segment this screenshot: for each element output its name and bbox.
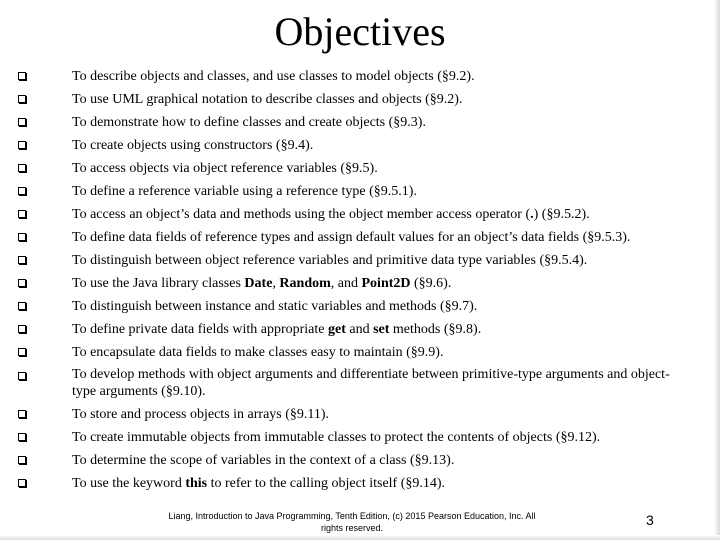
objective-item [18, 134, 690, 157]
square-bullet-icon [18, 433, 26, 441]
objective-item [18, 226, 690, 249]
objective-text-segment: To use the keyword [72, 476, 186, 491]
objective-text [72, 299, 477, 314]
objective-item [18, 426, 690, 449]
objective-text [72, 207, 590, 222]
square-bullet-icon [18, 456, 26, 464]
objective-item [18, 157, 690, 180]
objective-text-segment: To demonstrate how to define classes and create objects (§9.3). [72, 115, 426, 130]
objective-item [18, 318, 690, 341]
square-bullet-icon [18, 302, 26, 310]
objective-text [72, 367, 670, 399]
square-bullet-icon [18, 233, 26, 241]
objective-text-segment: To define private data fields with appropriate [72, 322, 328, 337]
objective-text [72, 253, 587, 268]
objective-item [18, 88, 690, 111]
objective-text-segment: (§9.6). [410, 276, 452, 291]
objective-text-segment: To define a reference variable using a reference type (§9.5.1). [72, 184, 417, 199]
square-bullet-icon [18, 210, 26, 218]
objective-text-segment: To encapsulate data fields to make classes easy to maintain (§9.9). [72, 345, 444, 360]
objective-text [72, 230, 630, 245]
square-bullet-icon [18, 372, 26, 380]
objective-text [72, 430, 600, 445]
page-number: 3 [646, 512, 654, 528]
slide-shadow-bottom [0, 535, 720, 540]
objective-text [72, 276, 451, 291]
objective-item [18, 364, 690, 403]
objective-text-segment: To distinguish between instance and static variables and methods (§9.7). [72, 299, 478, 314]
objective-text-segment: To determine the scope of variables in the context of a class (§9.13). [72, 453, 455, 468]
objectives-list [18, 65, 690, 495]
objective-item [18, 295, 690, 318]
objective-keyword: this [185, 476, 208, 491]
square-bullet-icon [18, 95, 26, 103]
objective-text [72, 345, 443, 360]
objective-text-segment: To create immutable objects from immutable classes to protect the contents of objects (§9.12). [72, 430, 601, 445]
square-bullet-icon [18, 479, 26, 487]
objective-item [18, 272, 690, 295]
objective-text-segment: , and [330, 276, 362, 291]
objective-text-segment: to refer to the calling object itself (§9.14). [207, 476, 446, 491]
objective-text [72, 322, 481, 337]
objective-item [18, 472, 690, 495]
objective-text-segment: To distinguish between object reference variables and primitive data type variables (§9.5.4). [72, 253, 588, 268]
slide-title: Objectives [274, 9, 446, 54]
square-bullet-icon [18, 256, 26, 264]
square-bullet-icon [18, 72, 26, 80]
footer-line-2: rights reserved. [320, 523, 384, 533]
slide-shadow-right [714, 0, 720, 540]
square-bullet-icon [18, 348, 26, 356]
objective-keyword: Random [279, 276, 331, 291]
objective-text-segment: To access an object’s data and methods using the object member access operator ( [72, 207, 531, 222]
objective-text [72, 407, 329, 422]
objective-text-segment: To describe objects and classes, and use classes to model objects (§9.2). [72, 69, 475, 84]
objective-keyword: . [530, 207, 534, 222]
objective-item [18, 111, 690, 134]
objective-text-segment: To use the Java library classes [72, 276, 245, 291]
objective-text-segment: ) (§9.5.2). [533, 207, 590, 222]
slide-footer [130, 510, 574, 534]
objective-text-segment: To store and process objects in arrays (§9.11). [72, 407, 330, 422]
square-bullet-icon [18, 325, 26, 333]
square-bullet-icon [18, 118, 26, 126]
objective-item [18, 341, 690, 364]
objective-text-segment: To develop methods with object arguments and differentiate between primitive-type arguments and object-type arguments (§9.10). [72, 367, 670, 399]
objective-text [72, 476, 445, 491]
objective-text [72, 161, 378, 176]
objective-text-segment: and [345, 322, 374, 337]
objective-text [72, 138, 313, 153]
objective-text-segment: methods (§9.8). [389, 322, 482, 337]
objective-text [72, 115, 426, 130]
objective-text [72, 69, 475, 84]
square-bullet-icon [18, 164, 26, 172]
objective-text-segment: To access objects via object reference variables (§9.5). [72, 161, 378, 176]
objective-text-segment: To define data fields of reference types and assign default values for an object’s data fields (§9.5.3). [72, 230, 631, 245]
objective-item [18, 180, 690, 203]
objective-item [18, 203, 690, 226]
objective-text [72, 184, 417, 199]
objective-keyword: get [327, 322, 346, 337]
objective-text-segment: To create objects using constructors (§9.4). [72, 138, 314, 153]
square-bullet-icon [18, 279, 26, 287]
objective-text-segment: To use UML graphical notation to describe classes and objects (§9.2). [72, 92, 463, 107]
square-bullet-icon [18, 410, 26, 418]
objective-keyword: set [373, 322, 390, 337]
objective-text [72, 92, 462, 107]
objective-keyword: Date [244, 276, 273, 291]
objective-item [18, 65, 690, 88]
square-bullet-icon [18, 187, 26, 195]
objective-text-segment: , [272, 276, 280, 291]
objective-keyword: Point2D [361, 276, 411, 291]
objective-item [18, 449, 690, 472]
square-bullet-icon [18, 141, 26, 149]
objective-text [72, 453, 454, 468]
objective-item [18, 249, 690, 272]
objective-item [18, 403, 690, 426]
footer-line-1: Liang, Introduction to Java Programming, Tenth Edition, (c) 2015 Pearson Education, Inc. All [168, 511, 536, 521]
